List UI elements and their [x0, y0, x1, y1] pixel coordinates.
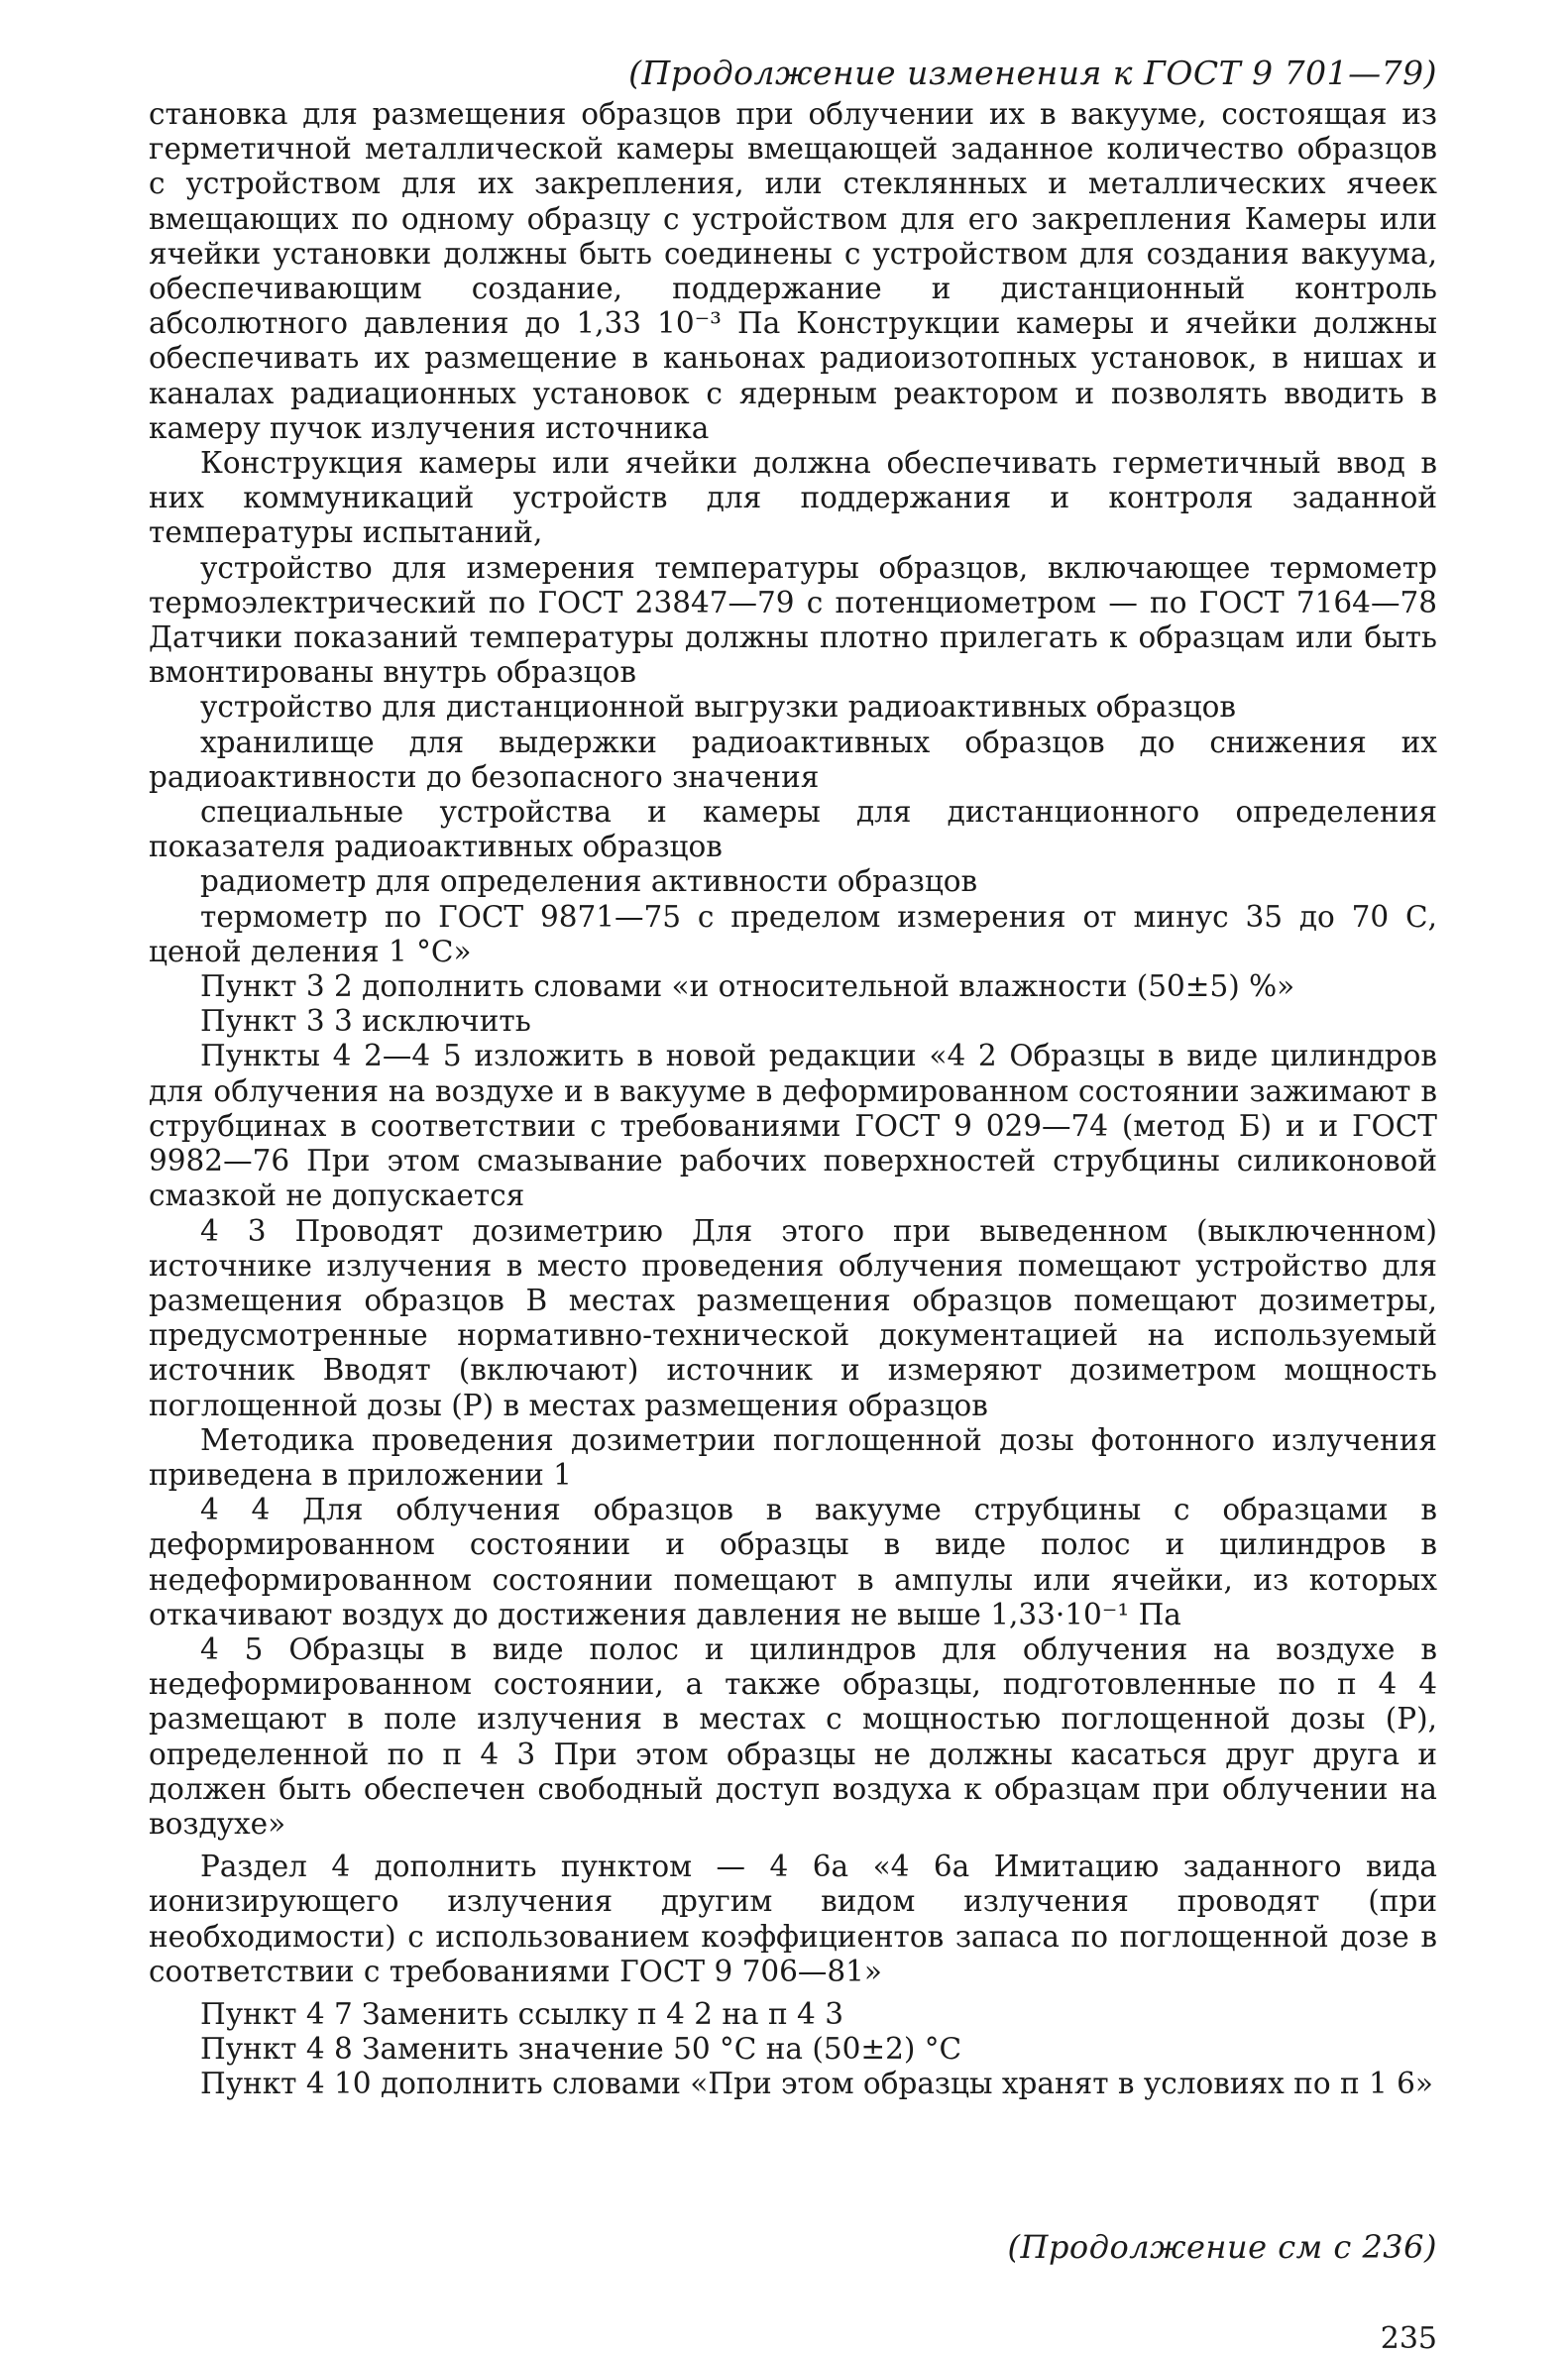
paragraph: 4 3 Проводят дозиметрию Для этого при выведенном (выключенном) источнике излучения в место проведения облучения помещают устройство для размещения образцов В местах размещения образцов помещают дозиметры, предусмотренные нормативно-технической документацией на используемый источник Вводят (включают) источник и измеряют дозиметром мощность поглощенной дозы (P) в местах размещения образцов — [149, 1213, 1437, 1422]
paragraph: 4 5 Образцы в виде полос и цилиндров для облучения на воздухе в недеформированном состоянии, а также образцы, подготовленные по п 4 4 размещают в поле излучения в местах с мощностью поглощенной дозы (P), определенной по п 4 3 При этом образцы не должны касаться друг друга и должен быть обеспечен свободный доступ воздуха к образцам при облучении на воздухе» — [149, 1631, 1437, 1841]
paragraph: Конструкция камеры или ячейки должна обеспечивать герметичный ввод в них коммуникаций устройств для поддержания и контроля заданной температуры испытаний, — [149, 446, 1437, 550]
paragraph: 4 4 Для облучения образцов в вакууме струбцины с образцами в деформированном состоянии и образцы в виде полос и цилиндров в недеформированном состоянии помещают в ампулы или ячейки, из которых откачивают воздух до достижения давления не выше 1,33·10⁻¹ Па — [149, 1493, 1437, 1631]
paragraph: Методика проведения дозиметрии поглощенной дозы фотонного излучения приведена в приложении 1 — [149, 1422, 1437, 1492]
paragraph: устройство для дистанционной выгрузки радиоактивных образцов — [200, 690, 1237, 725]
continuation-note: (Продолжение см с 236) — [1007, 2228, 1437, 2266]
paragraph: Пункт 3 3 исключить — [200, 1004, 531, 1039]
paragraph: становка для размещения образцов при облучении их в вакууме, состоящая из герметичной металлической камеры вмещающей заданное количество образцов с устройством для их закрепления, или стеклянных и металлических ячеек вмещающих по одному образцу с устройством для его закрепления Камеры или ячейки установки должны быть соединены с устройством для создания вакуума, обеспечивающим создание, поддержание и дистанционный контроль абсолютного давления до 1,33 10⁻³ Па Конструкции камеры и ячейки должны обеспечивать их размещение в каньонах радиоизотопных установок, в нишах и каналах радиационных установок с ядерным реактором и позволять вводить в камеру пучок излучения источника — [149, 97, 1437, 445]
page-number: 235 — [1380, 2321, 1437, 2356]
paragraph: Раздел 4 дополнить пунктом — 4 6а «4 6а Имитацию заданного вида ионизирующего излучения другим видом излучения проводят (при необходимости) с использованием коэффициентов запаса по поглощенной дозе в соответствии с требованиями ГОСТ 9 706—81» — [149, 1850, 1437, 1988]
paragraph: Пункты 4 2—4 5 изложить в новой редакции «4 2 Образцы в виде цилиндров для облучения на воздухе и в вакууме в деформированном состоянии зажимают в струбцинах в соответствии с требованиями ГОСТ 9 029—74 (метод Б) и и ГОСТ 9982—76 При этом смазывание рабочих поверхностей струбцины силиконовой смазкой не допускается — [149, 1039, 1437, 1213]
paragraph: устройство для измерения температуры образцов, включающее термометр термоэлектрический по ГОСТ 23847—79 с потенциометром — по ГОСТ 7164—78 Датчики показаний температуры должны плотно прилегать к образцам или быть вмонтированы внутрь образцов — [149, 550, 1437, 690]
paragraph: термометр по ГОСТ 9871—75 с пределом измерения от минус 35 до 70 С, ценой деления 1 °С» — [149, 899, 1437, 968]
paragraph: радиометр для определения активности образцов — [200, 864, 978, 899]
paragraph: хранилище для выдержки радиоактивных образцов до снижения их радиоактивности до безопасного значения — [149, 725, 1437, 794]
paragraph: Пункт 4 7 Заменить ссылку п 4 2 на п 4 3 — [200, 1996, 843, 2031]
running-header: (Продолжение изменения к ГОСТ 9 701—79) — [628, 54, 1437, 92]
document-page — [149, 52, 1437, 2356]
paragraph: специальные устройства и камеры для дистанционного определения показателя радиоактивных образцов — [149, 795, 1437, 864]
paragraph: Пункт 4 8 Заменить значение 50 °С на (50±2) °С — [200, 2032, 962, 2067]
paragraph: Пункт 4 10 дополнить словами «При этом образцы хранят в условиях по п 1 6» — [200, 2067, 1433, 2101]
body-text — [149, 97, 1437, 2102]
paragraph: Пункт 3 2 дополнить словами «и относительной влажности (50±5) %» — [200, 969, 1295, 1004]
